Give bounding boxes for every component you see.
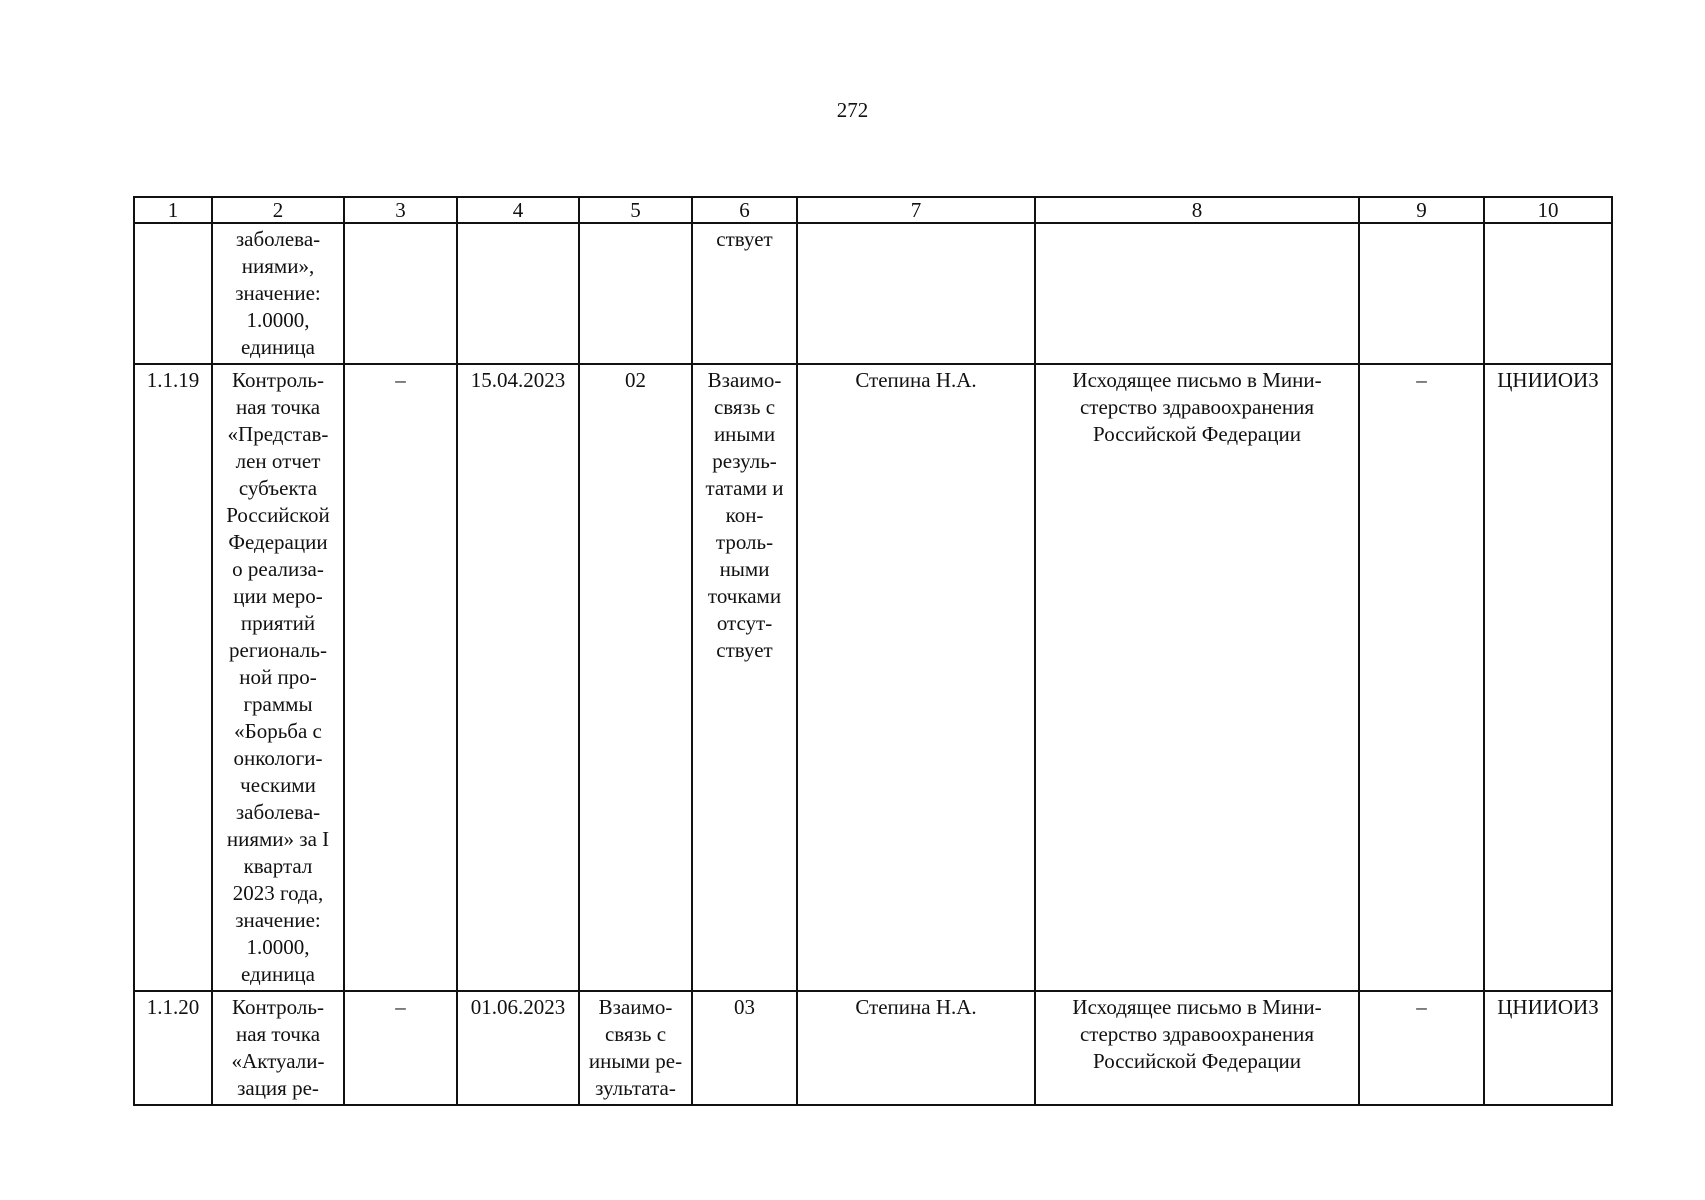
table-row — [134, 991, 1612, 1105]
responsible-cell — [797, 223, 1035, 364]
column-header: 10 — [1484, 197, 1612, 223]
date-cell: 01.06.2023 — [457, 991, 579, 1105]
document-cell — [1035, 223, 1359, 364]
column-header: 5 — [579, 197, 692, 223]
cell-col6: 03 — [692, 991, 797, 1105]
row-number-cell: 1.1.19 — [134, 364, 212, 991]
page-number: 272 — [836, 98, 869, 122]
cell-col3: – — [344, 991, 457, 1105]
column-header: 6 — [692, 197, 797, 223]
column-header: 1 — [134, 197, 212, 223]
header-row — [134, 197, 1612, 223]
cell-col9 — [1359, 223, 1484, 364]
control-point-name-cell: Контроль- ная точка «Актуали- зация ре- — [212, 991, 344, 1105]
row-number-cell: 1.1.20 — [134, 991, 212, 1105]
organization-cell — [1484, 223, 1612, 364]
table-row — [134, 364, 1612, 991]
control-point-name-cell: заболева- ниями», значение: 1.0000, единица — [212, 223, 344, 364]
row-number-cell — [134, 223, 212, 364]
column-header: 3 — [344, 197, 457, 223]
cell-col3: – — [344, 364, 457, 991]
responsible-cell: Степина Н.А. — [797, 991, 1035, 1105]
column-header: 9 — [1359, 197, 1484, 223]
cell-col6: ствует — [692, 223, 797, 364]
control-point-name-cell: Контроль- ная точка «Представ- лен отчет субъекта Российской Федерации о реализа- ции меро- приятий региональ- ной про- граммы «Борьба с онкологи- ческими заболева- ниями» за I квартал 2023 года, значение: 1.0000, единица — [212, 364, 344, 991]
responsible-cell: Степина Н.А. — [797, 364, 1035, 991]
table-row — [134, 223, 1612, 364]
organization-cell: ЦНИИОИЗ — [1484, 364, 1612, 991]
cell-col3 — [344, 223, 457, 364]
cell-col5 — [579, 223, 692, 364]
document-cell: Исходящее письмо в Мини- стерство здравоохранения Российской Федерации — [1035, 991, 1359, 1105]
column-header: 2 — [212, 197, 344, 223]
column-header: 8 — [1035, 197, 1359, 223]
date-cell — [457, 223, 579, 364]
cell-col6: Взаимо- связь с иными резуль- татами и кон- троль- ными точками отсут- ствует — [692, 364, 797, 991]
cell-col9: – — [1359, 991, 1484, 1105]
cell-col5: Взаимо- связь с иными ре- зультата- — [579, 991, 692, 1105]
column-header: 7 — [797, 197, 1035, 223]
column-header: 4 — [457, 197, 579, 223]
organization-cell: ЦНИИОИЗ — [1484, 991, 1612, 1105]
cell-col5: 02 — [579, 364, 692, 991]
document-cell: Исходящее письмо в Мини- стерство здравоохранения Российской Федерации — [1035, 364, 1359, 991]
cell-col9: – — [1359, 364, 1484, 991]
control-points-table — [133, 196, 1613, 1106]
date-cell: 15.04.2023 — [457, 364, 579, 991]
